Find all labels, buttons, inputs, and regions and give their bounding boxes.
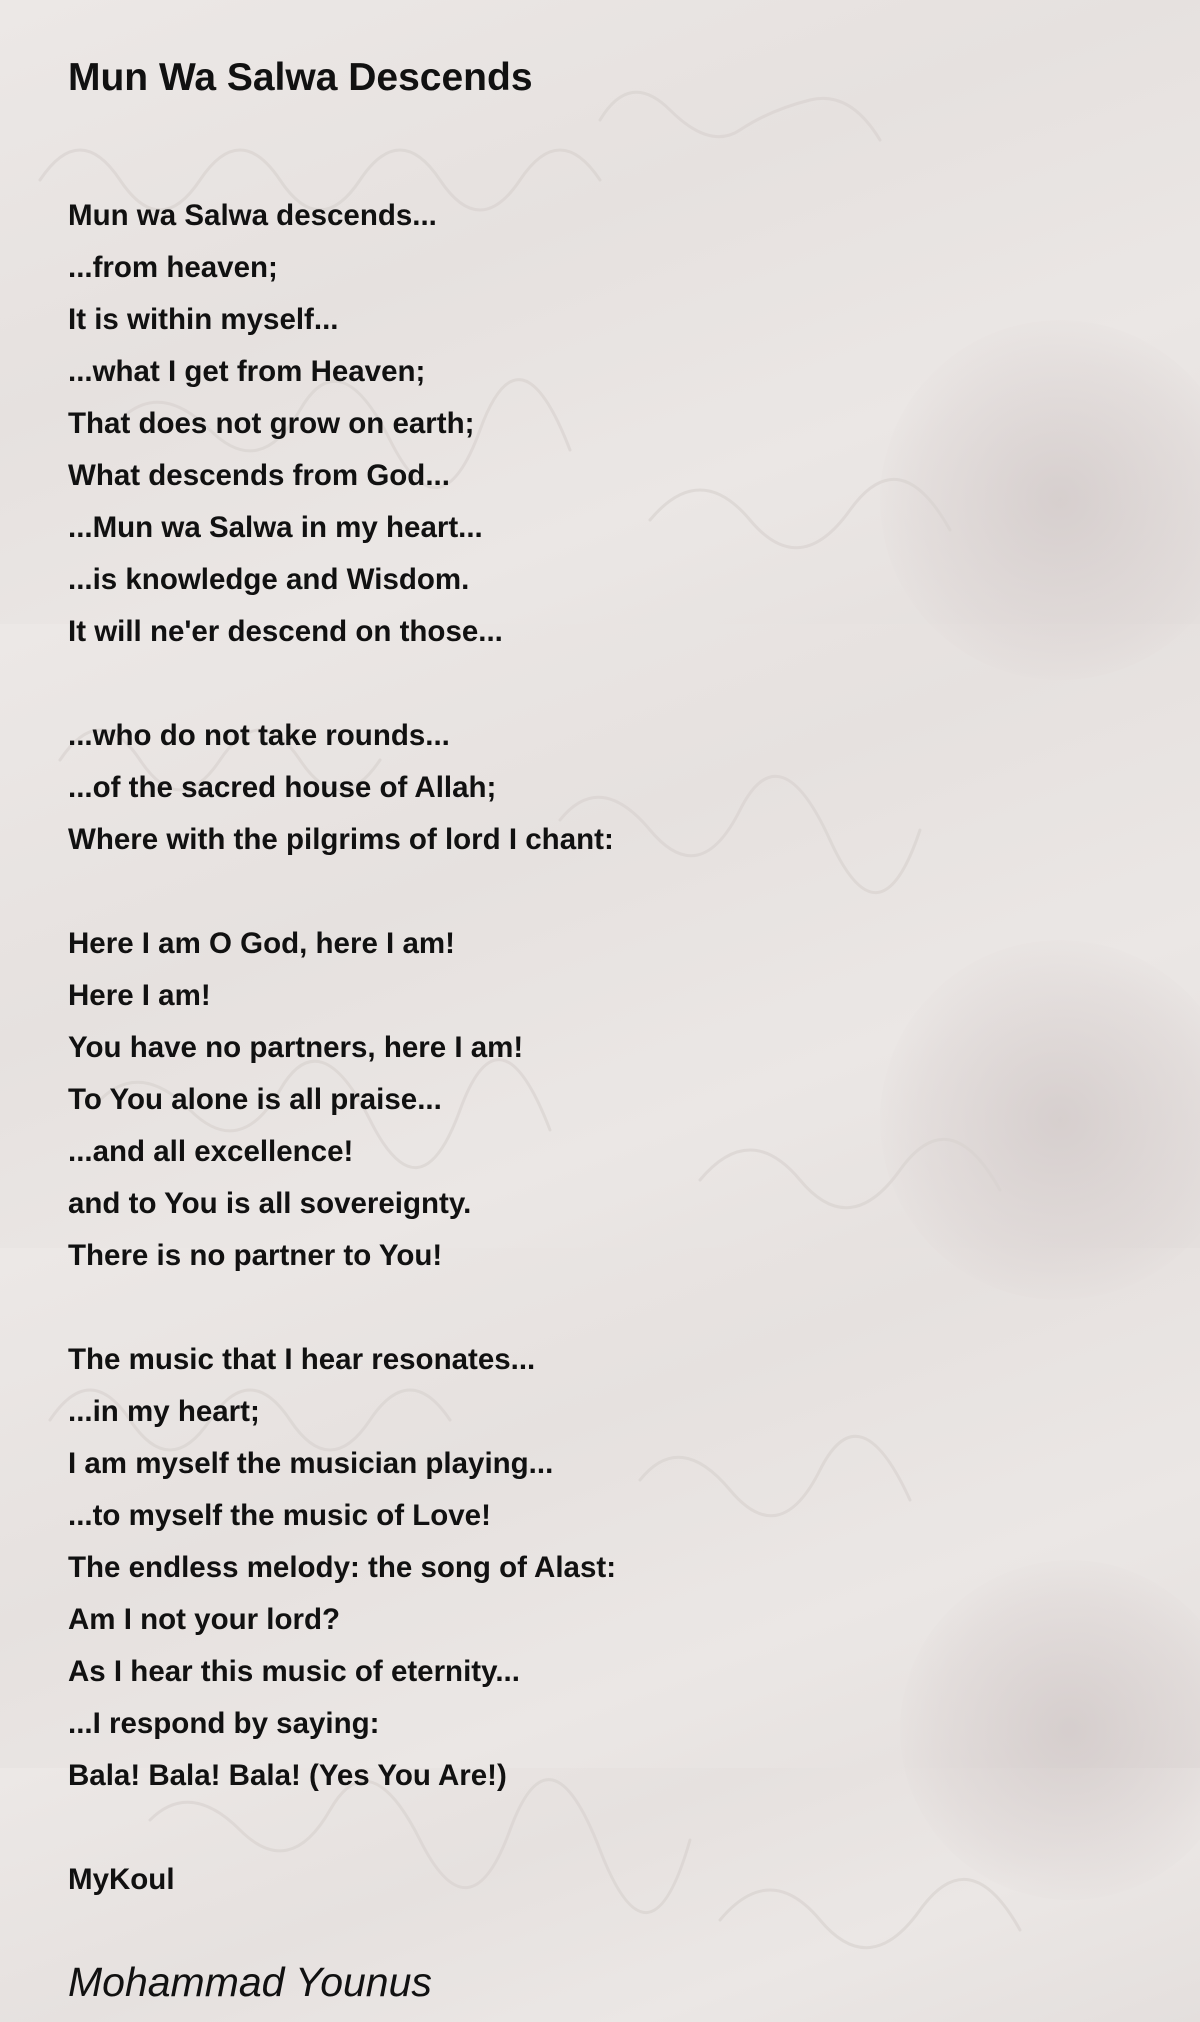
poem-signature: MyKoul — [68, 1863, 175, 1896]
poem-page — [68, 48, 1148, 2012]
poem-line: It will ne'er descend on those... — [68, 615, 503, 648]
poem-line: ...and all excellence! — [68, 1135, 354, 1168]
poem-line: Here I am! — [68, 979, 211, 1012]
poem-line: I am myself the musician playing... — [68, 1447, 554, 1480]
poem-line: Am I not your lord? — [68, 1603, 341, 1636]
poem-line: ...I respond by saying: — [68, 1707, 380, 1740]
poem-line: The music that I hear resonates... — [68, 1343, 536, 1376]
stanza — [68, 710, 1148, 866]
poem-title: Mun Wa Salwa Descends — [68, 56, 533, 99]
poem-line: Bala! Bala! Bala! (Yes You Are!) — [68, 1759, 507, 1792]
poem-line: Where with the pilgrims of lord I chant: — [68, 823, 614, 856]
poem-line: ...who do not take rounds... — [68, 719, 450, 752]
poem-line: ...to myself the music of Love! — [68, 1499, 491, 1532]
author-name: Mohammad Younus — [68, 1959, 432, 2005]
poem-line: ...Mun wa Salwa in my heart... — [68, 511, 483, 544]
poem-line: There is no partner to You! — [68, 1239, 443, 1272]
poem-line: and to You is all sovereignty. — [68, 1187, 472, 1220]
poem-line: As I hear this music of eternity... — [68, 1655, 520, 1688]
poem-line: To You alone is all praise... — [68, 1083, 442, 1116]
poem-line: What descends from God... — [68, 459, 450, 492]
poem-line: That does not grow on earth; — [68, 407, 475, 440]
poem-line: It is within myself... — [68, 303, 339, 336]
poem-line: ...from heaven; — [68, 251, 278, 284]
poem-line: Here I am O God, here I am! — [68, 927, 455, 960]
stanza — [68, 918, 1148, 1282]
stanza — [68, 190, 1148, 658]
poem-line: The endless melody: the song of Alast: — [68, 1551, 617, 1584]
poem-line: ...what I get from Heaven; — [68, 355, 426, 388]
poem-line: You have no partners, here I am! — [68, 1031, 524, 1064]
poem-line: ...is knowledge and Wisdom. — [68, 563, 470, 596]
poem-line: Mun wa Salwa descends... — [68, 199, 437, 232]
poem-line: ...in my heart; — [68, 1395, 260, 1428]
poem-line: ...of the sacred house of Allah; — [68, 771, 497, 804]
poem-body — [68, 190, 1148, 2012]
stanza — [68, 1334, 1148, 1802]
